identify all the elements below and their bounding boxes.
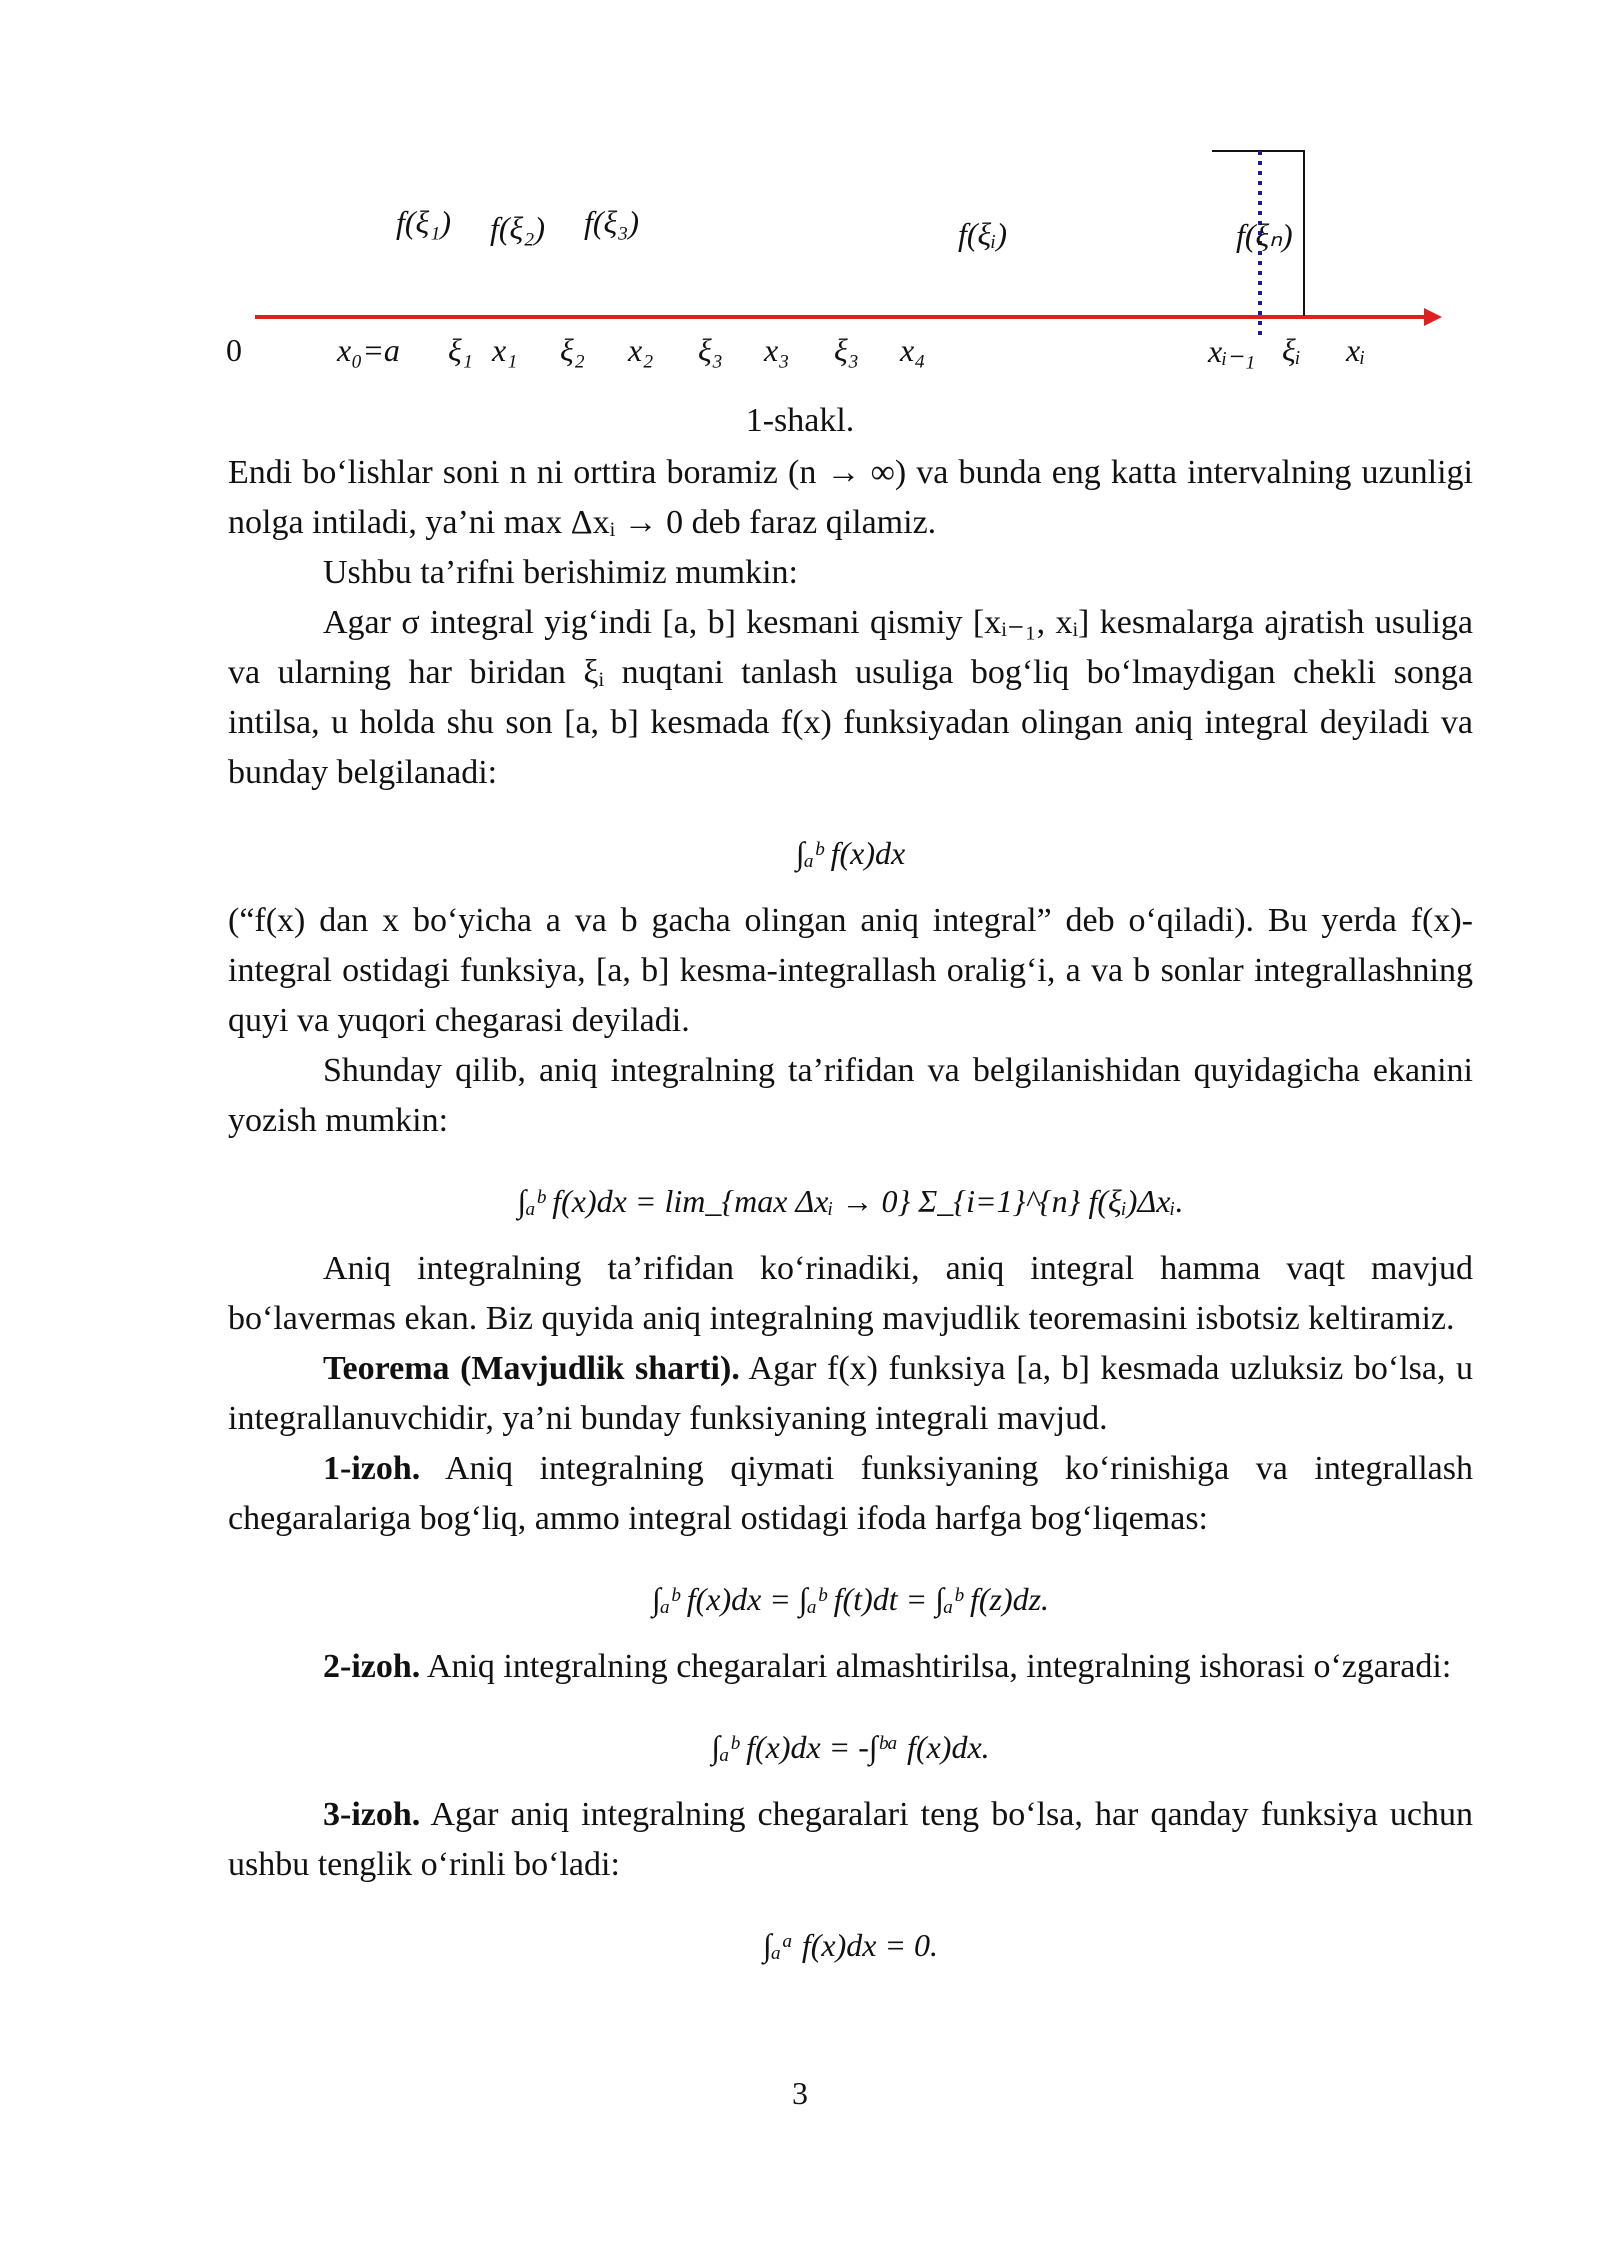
paragraph-4: (“f(x) dan x bo‘yicha a va b gacha olingan aniq integral” deb o‘qiladi). Bu yerda f(x)-integral ostidagi funksiya, [a, b] kesma-integrallash oralig‘i, a va b sonlar integrallashning quyi va yuqori chegarasi deyiladi. xyxy=(228,902,1473,1039)
paragraph-10 xyxy=(228,1790,1473,1890)
page-number: 3 xyxy=(792,2075,808,2111)
origin-label: 0 xyxy=(226,332,242,368)
label-x3: x₃ xyxy=(764,332,790,368)
theorem-text: Agar f(x) funksiya [a, b] kesmada uzluksiz bo‘lsa, u integrallanuvchidir, ya’ni bunday funksiyaning integrali mavjud. xyxy=(228,1350,1474,1437)
paragraph-5: Shunday qilib, aniq integralning ta’rifidan va belgilanishidan quyidagicha ekanini yozish mumkin: xyxy=(228,1052,1473,1139)
formula-definition xyxy=(228,1146,1473,1244)
label-f-xin: f(ξₙ) xyxy=(1236,217,1293,253)
body-text xyxy=(228,448,1473,1988)
label-xi3: ξ₃ xyxy=(698,332,723,368)
label-f-xi3: f(ξ₃) xyxy=(584,204,640,240)
remark-1-heading: 1-izoh. xyxy=(323,1450,421,1487)
formula-variable-independence xyxy=(228,1544,1473,1642)
formula-swap-limits xyxy=(228,1692,1473,1790)
formula-equal-limits xyxy=(228,1890,1473,1988)
paragraph-3: Agar σ integral yig‘indi [a, b] kesmani qismiy [xᵢ₋₁, xᵢ] kesmalarga ajratish usuliga va ularning har biridan ξᵢ nuqtani tanlash usuliga bog‘liq bo‘lmaydigan chekli songa intilsa, u holda shu son [a, b] kesmada f(x) funksiyadan olingan aniq integral deyiladi va bunday belgilanadi: xyxy=(228,604,1473,791)
label-f-xii: f(ξᵢ) xyxy=(958,216,1007,252)
formula-3: ∫ₐᵇ f(x)dx = ∫ₐᵇ f(t)dt = ∫ₐᵇ f(z)dz. xyxy=(651,1581,1050,1617)
axis-arrow-icon xyxy=(1424,308,1442,326)
label-f-xi2: f(ξ₂) xyxy=(490,210,546,246)
paragraph-9 xyxy=(228,1642,1473,1692)
label-f-xi1: f(ξ₁) xyxy=(396,204,452,240)
label-xi3-second: ξ₃ xyxy=(834,332,859,368)
paragraph-2: Ushbu ta’rifni berishimiz mumkin: xyxy=(323,554,798,591)
remark-2-text: Aniq integralning chegaralari almashtirilsa, integralning ishorasi o‘zgaradi: xyxy=(426,1648,1452,1685)
formula-1: ∫ₐᵇ f(x)dx xyxy=(795,835,906,871)
paragraph-1: Endi bo‘lishlar soni n ni orttira boramiz (n → ∞) va bunda eng katta intervalning uzunligi nolga intiladi, ya’ni max Δxᵢ → 0 deb faraz qilamiz. xyxy=(228,454,1473,541)
label-x4: x₄ xyxy=(900,332,926,368)
label-xii-axis: ξᵢ xyxy=(1282,332,1301,368)
figure-caption: 1-shakl. xyxy=(745,402,855,439)
label-x2: x₂ xyxy=(628,332,654,368)
remark-3-heading: 3-izoh. xyxy=(323,1796,421,1833)
label-xi2: ξ₂ xyxy=(560,332,585,368)
label-x1: x₁ xyxy=(492,332,518,368)
label-xi-axis: xᵢ xyxy=(1346,332,1366,368)
remark-2-heading: 2-izoh. xyxy=(323,1648,421,1685)
label-xi1: ξ₁ xyxy=(448,332,473,368)
label-xim1: xᵢ₋₁ xyxy=(1208,333,1256,369)
paragraph-7 xyxy=(228,1344,1473,1444)
remark-3-text: Agar aniq integralning chegaralari teng bo‘lsa, har qanday funksiya uchun ushbu tenglik o‘rinli bo‘ladi: xyxy=(228,1796,1473,1883)
paragraph-6: Aniq integralning ta’rifidan ko‘rinadiki, aniq integral hamma vaqt mavjud bo‘lavermas ekan. Biz quyida aniq integralning mavjudlik teoremasini isbotsiz keltiramiz. xyxy=(228,1250,1473,1337)
formula-integral xyxy=(228,798,1473,896)
label-x0: x₀=a xyxy=(337,332,400,368)
formula-2: ∫ₐᵇ f(x)dx = lim_{max Δxᵢ → 0} Σ_{i=1}^{n} f(ξᵢ)Δxᵢ. xyxy=(517,1183,1184,1219)
remark-1-text: Aniq integralning qiymati funksiyaning ko‘rinishiga va integrallash chegaralariga bog‘liq, ammo integral ostidagi ifoda harfga bog‘liqemas: xyxy=(228,1450,1474,1537)
formula-4: ∫ₐᵇ f(x)dx = -∫ᵇᵃ f(x)dx. xyxy=(711,1729,990,1765)
figure-partition xyxy=(0,0,1600,400)
paragraph-8 xyxy=(228,1444,1473,1544)
theorem-heading: Teorema (Mavjudlik sharti). xyxy=(323,1350,740,1387)
formula-5: ∫ₐᵃ f(x)dx = 0. xyxy=(762,1927,939,1963)
